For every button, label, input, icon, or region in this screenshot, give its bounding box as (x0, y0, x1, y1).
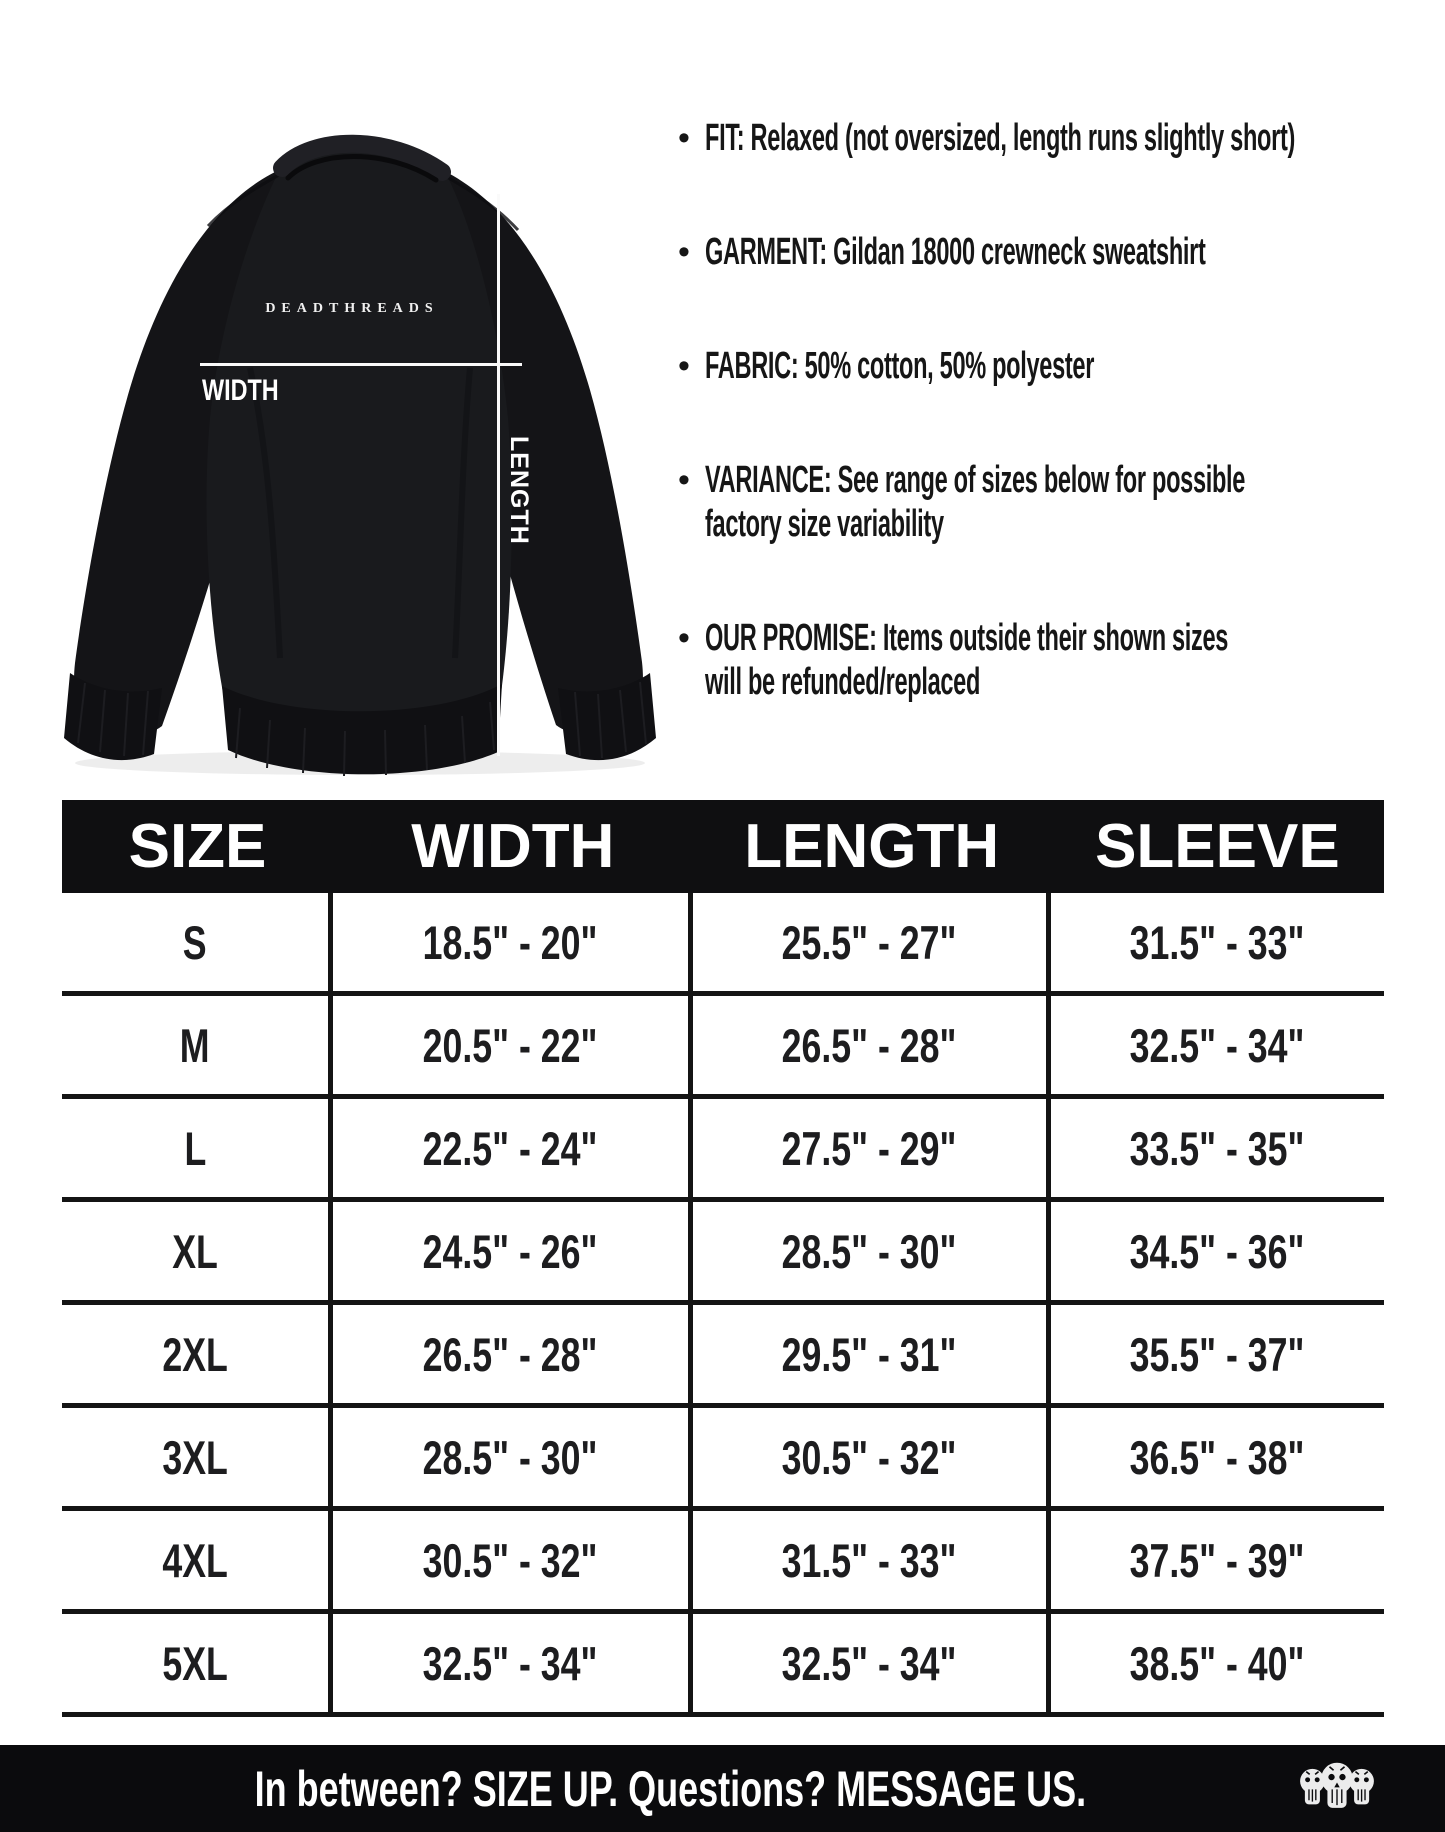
size-cell: M (62, 996, 333, 1094)
size-cell: XL (62, 1202, 333, 1300)
table-row-xl (62, 1202, 1384, 1305)
detail-text: factory size variability (704, 503, 944, 545)
product-details-list (678, 116, 1418, 774)
footer-message: In between? SIZE UP. Questions? MESSAGE US. (254, 1760, 1086, 1817)
table-row-4xl (62, 1511, 1384, 1614)
sleeve-cell: 33.5" - 35" (1129, 1121, 1305, 1175)
table-row-5xl (62, 1614, 1384, 1717)
bullet-dot: • (678, 119, 690, 157)
detail-text: will be refunded/replaced (704, 661, 980, 703)
table-row-m (62, 996, 1384, 1099)
width-cell: 26.5" - 28" (333, 1305, 693, 1403)
sleeve-cell: 34.5" - 36" (1129, 1224, 1305, 1278)
bullet-dot: • (678, 619, 690, 657)
sleeve-cell: 35.5" - 37" (1129, 1327, 1305, 1381)
footer-bar (0, 1745, 1445, 1832)
detail-text: OUR PROMISE: Items outside their shown sizes (704, 617, 1229, 659)
size-cell: 5XL (62, 1614, 333, 1712)
length-cell: 28.5" - 30" (693, 1202, 1051, 1300)
sweatshirt-figure (50, 118, 670, 780)
sleeve-cell: 38.5" - 40" (1129, 1636, 1305, 1690)
length-cell: 29.5" - 31" (693, 1305, 1051, 1403)
width-cell: 18.5" - 20" (333, 893, 693, 991)
length-cell: 27.5" - 29" (693, 1099, 1051, 1197)
detail-bullet-variance (678, 458, 1418, 546)
size-cell: S (62, 893, 333, 991)
width-cell: 20.5" - 22" (333, 996, 693, 1094)
width-measure-line (200, 363, 522, 366)
width-measure-label: WIDTH (202, 374, 279, 407)
sleeve-cell: 31.5" - 33" (1129, 915, 1305, 969)
sleeve-cell: 32.5" - 34" (1129, 1018, 1305, 1072)
table-header-length: LENGTH (744, 812, 1000, 881)
detail-text: GARMENT: Gildan 18000 crewneck sweatshirt (704, 231, 1206, 273)
sleeve-cell: 36.5" - 38" (1129, 1430, 1305, 1484)
length-measure-label: LENGTH (505, 436, 533, 545)
width-cell: 24.5" - 26" (333, 1202, 693, 1300)
table-header-row (62, 800, 1384, 893)
size-cell: L (62, 1099, 333, 1197)
bullet-dot: • (678, 233, 690, 271)
size-chart-table (62, 800, 1384, 1717)
sleeve-cell: 37.5" - 39" (1129, 1533, 1305, 1587)
detail-text: FIT: Relaxed (not oversized, length runs slightly short) (704, 117, 1295, 159)
length-measure-line (497, 194, 500, 756)
detail-bullet-garment (678, 230, 1418, 274)
table-row-3xl (62, 1408, 1384, 1511)
length-cell: 26.5" - 28" (693, 996, 1051, 1094)
three-skulls-icon (1296, 1753, 1378, 1823)
width-cell: 22.5" - 24" (333, 1099, 693, 1197)
length-cell: 25.5" - 27" (693, 893, 1051, 991)
table-header-sleeve: SLEEVE (1095, 812, 1340, 881)
width-cell: 28.5" - 30" (333, 1408, 693, 1506)
width-cell: 32.5" - 34" (333, 1614, 693, 1712)
bullet-dot: • (678, 347, 690, 385)
table-header-width: WIDTH (411, 812, 615, 881)
table-header-size: SIZE (128, 812, 267, 881)
size-cell: 2XL (62, 1305, 333, 1403)
size-cell: 3XL (62, 1408, 333, 1506)
table-row-l (62, 1099, 1384, 1202)
bullet-dot: • (678, 461, 690, 499)
width-cell: 30.5" - 32" (333, 1511, 693, 1609)
detail-text: FABRIC: 50% cotton, 50% polyester (704, 345, 1094, 387)
length-cell: 32.5" - 34" (693, 1614, 1051, 1712)
table-row-2xl (62, 1305, 1384, 1408)
detail-bullet-fabric (678, 344, 1418, 388)
length-cell: 31.5" - 33" (693, 1511, 1051, 1609)
size-cell: 4XL (62, 1511, 333, 1609)
sweatshirt-photo (50, 118, 670, 780)
detail-bullet-promise (678, 616, 1418, 704)
length-cell: 30.5" - 32" (693, 1408, 1051, 1506)
detail-text: VARIANCE: See range of sizes below for possible (704, 459, 1245, 501)
brand-chest-text: DEADTHREADS (265, 301, 439, 316)
table-row-s (62, 893, 1384, 996)
detail-bullet-fit (678, 116, 1418, 160)
